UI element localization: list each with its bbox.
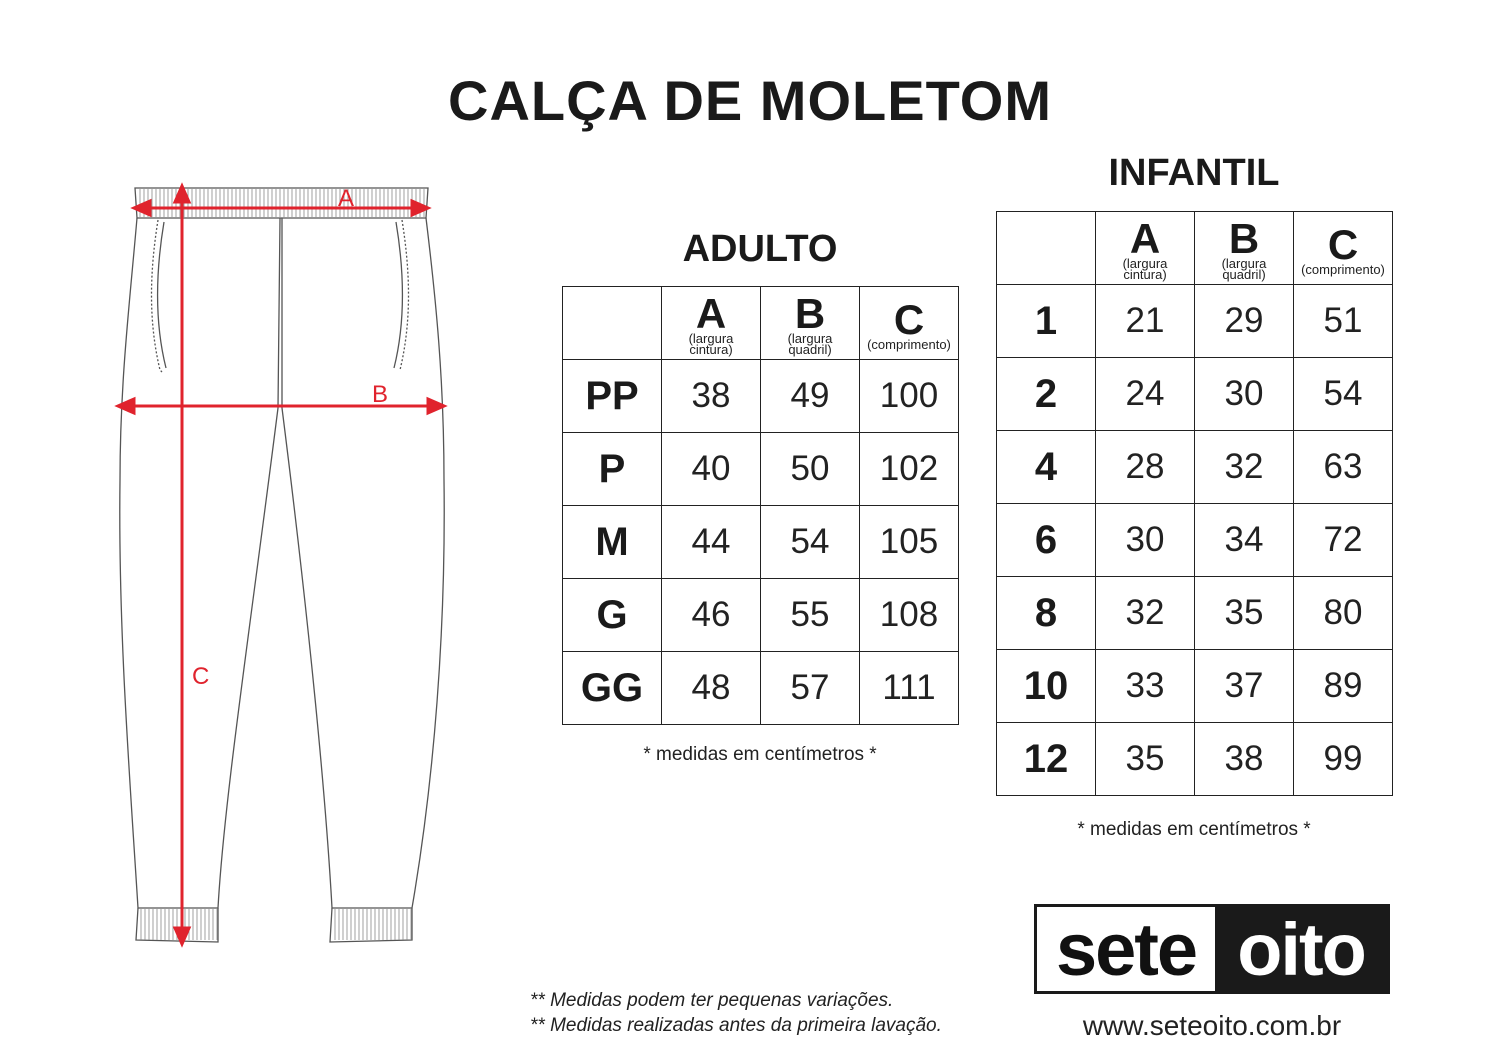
corner-cell	[997, 212, 1096, 285]
table-row: 2 24 30 54	[997, 358, 1393, 431]
brand-logo	[1034, 904, 1390, 994]
footnote-variation: ** Medidas podem ter pequenas variações.	[530, 990, 894, 1011]
table-row: PP 38 49 100	[563, 360, 959, 433]
website-link[interactable]: www.seteoito.com.br	[1082, 1010, 1342, 1041]
table-row: G 46 55 108	[563, 579, 959, 652]
table-row: P 40 50 102	[563, 433, 959, 506]
column-header-a: A (largura cintura)	[1096, 212, 1195, 285]
label-c: C	[192, 663, 210, 690]
pants-diagram	[100, 180, 460, 960]
column-header-a: A (largura cintura)	[662, 287, 761, 360]
kids-title: INFANTIL	[1108, 152, 1280, 194]
label-a: A	[338, 185, 355, 212]
label-b: B	[372, 381, 389, 408]
table-row: 4 28 32 63	[997, 431, 1393, 504]
page-title: CALÇA DE MOLETOM	[448, 69, 1052, 132]
table-header-row	[997, 212, 1393, 285]
column-header-b: B (largura quadril)	[1195, 212, 1294, 285]
brand-word-1: sete	[1037, 907, 1215, 991]
kids-measure-note: * medidas em centímetros *	[1077, 819, 1311, 840]
column-header-c: C (comprimento)	[1294, 212, 1393, 285]
column-header-b: B (largura quadril)	[761, 287, 860, 360]
adult-size-table	[562, 286, 959, 725]
table-row: GG 48 57 111	[563, 652, 959, 725]
table-row: M 44 54 105	[563, 506, 959, 579]
kids-size-table	[996, 211, 1393, 796]
table-header-row	[563, 287, 959, 360]
adult-title: ADULTO	[682, 228, 838, 270]
corner-cell	[563, 287, 662, 360]
table-row: 1 21 29 51	[997, 285, 1393, 358]
table-row: 6 30 34 72	[997, 504, 1393, 577]
table-row: 12 35 38 99	[997, 723, 1393, 796]
adult-measure-note: * medidas em centímetros *	[643, 744, 877, 765]
table-row: 8 32 35 80	[997, 577, 1393, 650]
table-row: 10 33 37 89	[997, 650, 1393, 723]
brand-word-2: oito	[1215, 907, 1387, 991]
footnote-washing: ** Medidas realizadas antes da primeira lavação.	[530, 1015, 942, 1036]
column-header-c: C (comprimento)	[860, 287, 959, 360]
